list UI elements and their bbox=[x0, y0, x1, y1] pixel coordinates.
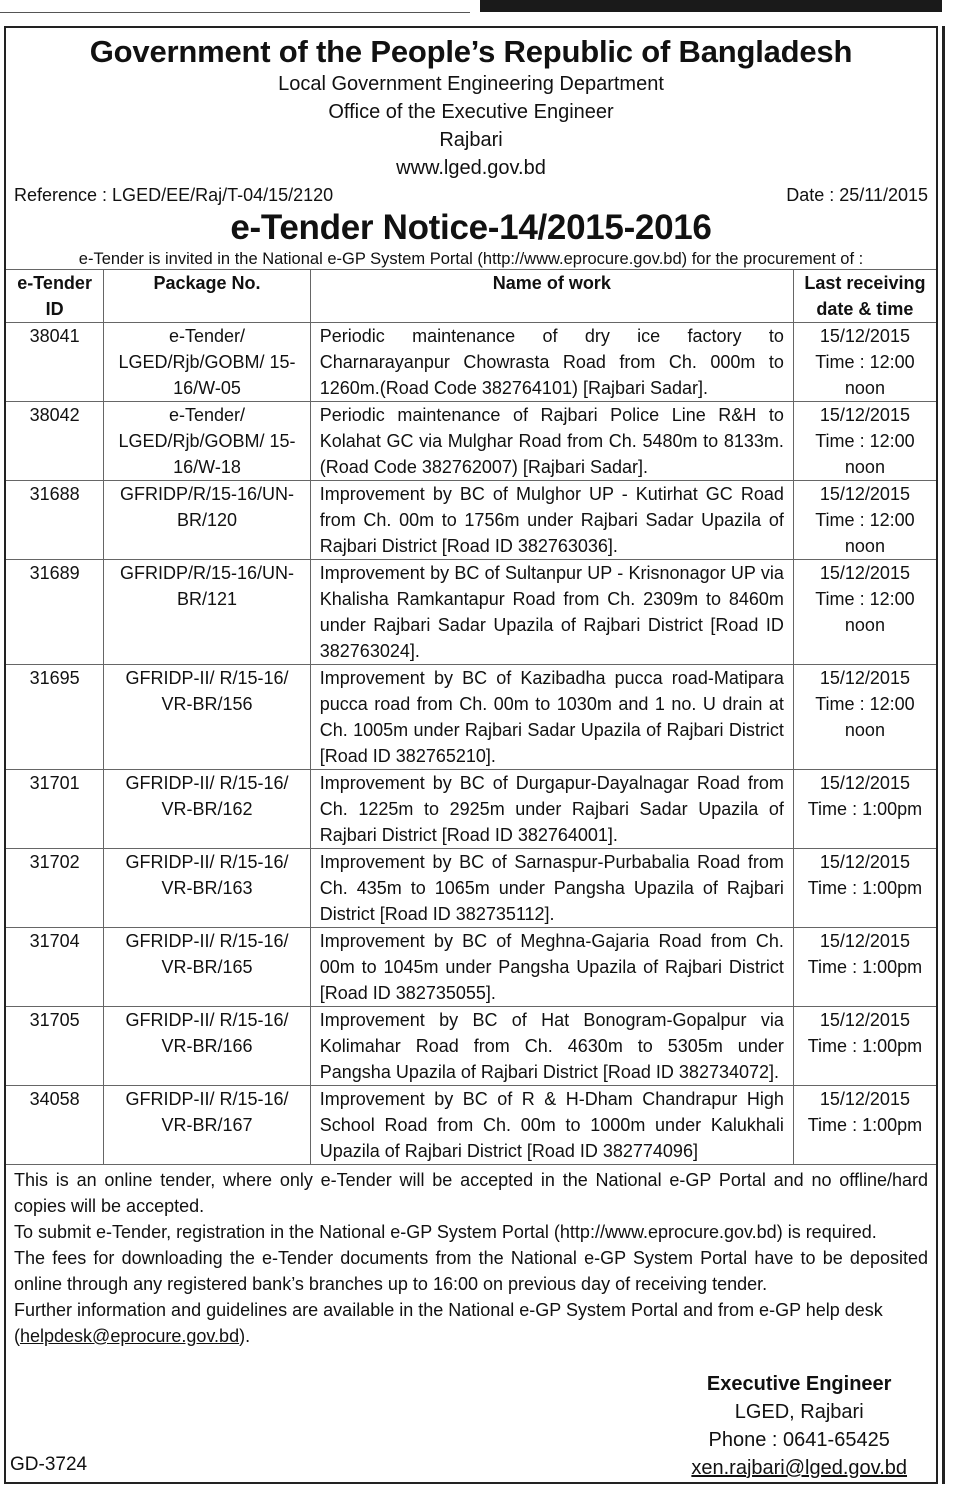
notice-title: e-Tender Notice-14/2015-2016 bbox=[230, 208, 712, 247]
tender-id-cell: 31705 bbox=[6, 1007, 104, 1086]
table-row bbox=[6, 665, 936, 770]
signature-email-link[interactable]: xen.rajbari@lged.gov.bd bbox=[691, 1457, 907, 1479]
deadline-time: Time : 12:00 noon bbox=[815, 431, 915, 477]
table-row bbox=[6, 323, 936, 402]
deadline-time: Time : 1:00pm bbox=[807, 1036, 923, 1056]
tender-table bbox=[6, 269, 936, 1165]
table-row bbox=[6, 402, 936, 481]
deadline-time: Time : 12:00 noon bbox=[815, 510, 915, 556]
tender-id-cell: 31701 bbox=[6, 770, 104, 849]
package-no-cell: GFRIDP/R/15-16/UN-BR/121 bbox=[104, 560, 311, 665]
package-no-cell: e-Tender/ LGED/Rjb/GOBM/ 15-16/W-18 bbox=[104, 402, 311, 481]
intro-text: e-Tender is invited in the National e-GP System Portal (http://www.eprocure.gov.bd) for the procurement of : bbox=[78, 250, 864, 268]
table-row bbox=[6, 1086, 936, 1165]
deadline-cell bbox=[793, 481, 936, 560]
top-rule bbox=[0, 0, 470, 13]
package-no-cell: e-Tender/ LGED/Rjb/GOBM/ 15-16/W-05 bbox=[104, 323, 311, 402]
footer-note-4 bbox=[14, 1297, 928, 1349]
deadline-cell bbox=[793, 665, 936, 770]
deadline-cell bbox=[793, 323, 936, 402]
signature-office: LGED, Rajbari bbox=[734, 1401, 864, 1423]
col-header-date: Last receiving date & time bbox=[793, 270, 936, 323]
deadline-time: Time : 12:00 noon bbox=[815, 589, 915, 635]
helpdesk-email-link[interactable]: helpdesk@eprocure.gov.bd bbox=[20, 1326, 240, 1346]
deadline-date: 15/12/2015 bbox=[819, 773, 910, 793]
tender-id-cell: 31689 bbox=[6, 560, 104, 665]
package-no-cell: GFRIDP-II/ R/15-16/ VR-BR/163 bbox=[104, 849, 311, 928]
website[interactable]: www.lged.gov.bd bbox=[396, 157, 546, 179]
deadline-cell bbox=[793, 402, 936, 481]
table-row bbox=[6, 481, 936, 560]
deadline-date: 15/12/2015 bbox=[819, 484, 910, 504]
deadline-date: 15/12/2015 bbox=[819, 326, 910, 346]
notice-frame bbox=[4, 26, 938, 1484]
package-no-cell: GFRIDP-II/ R/15-16/ VR-BR/162 bbox=[104, 770, 311, 849]
department-name: Local Government Engineering Department bbox=[278, 73, 664, 95]
table-row bbox=[6, 849, 936, 928]
table-header-row bbox=[6, 270, 936, 323]
deadline-cell bbox=[793, 928, 936, 1007]
deadline-time: Time : 1:00pm bbox=[807, 799, 923, 819]
work-name-cell: Improvement by BC of Sarnaspur-Purbabalia Road from Ch. 435m to 1065m under Pangsha Upazila of Rajbari District [Road ID 382735112]. bbox=[310, 849, 793, 928]
col-header-package: Package No. bbox=[104, 270, 311, 323]
footer-note-4-text: Further information and guidelines are available in the National e-GP System Portal and from e-GP help desk bbox=[14, 1300, 883, 1320]
tender-id-cell: 31704 bbox=[6, 928, 104, 1007]
district-name: Rajbari bbox=[439, 129, 503, 151]
deadline-date: 15/12/2015 bbox=[819, 563, 910, 583]
deadline-date: 15/12/2015 bbox=[819, 668, 910, 688]
footer-note-3: The fees for downloading the e-Tender documents from the National e-GP System Portal have to be deposited online through any registered bank’s branches up to 16:00 on previous day of receiving tender. bbox=[14, 1248, 928, 1294]
work-name-cell: Periodic maintenance of dry ice factory to Charnarayanpur Chowrasta Road from Ch. 000m to 1260m.(Road Code 382764101) [Rajbari Sadar]. bbox=[310, 323, 793, 402]
work-name-cell: Improvement by BC of Durgapur-Dayalnagar Road from Ch. 1225m to 2925m under Rajbari Sadar Upazila of Rajbari District [Road ID 382764001]. bbox=[310, 770, 793, 849]
package-no-cell: GFRIDP-II/ R/15-16/ VR-BR/156 bbox=[104, 665, 311, 770]
deadline-cell bbox=[793, 849, 936, 928]
top-black-bar bbox=[480, 0, 942, 12]
reference-number: Reference : LGED/EE/Raj/T-04/15/2120 bbox=[14, 185, 334, 205]
gd-number: GD-3724 bbox=[10, 1454, 88, 1475]
deadline-time: Time : 1:00pm bbox=[807, 878, 923, 898]
package-no-cell: GFRIDP-II/ R/15-16/ VR-BR/166 bbox=[104, 1007, 311, 1086]
deadline-time: Time : 1:00pm bbox=[807, 957, 923, 977]
helpdesk-close-paren: ). bbox=[239, 1326, 251, 1346]
deadline-time: Time : 12:00 noon bbox=[815, 694, 915, 740]
deadline-cell bbox=[793, 770, 936, 849]
office-name: Office of the Executive Engineer bbox=[328, 101, 614, 123]
tender-id-cell: 31702 bbox=[6, 849, 104, 928]
helpdesk-open-paren: ( bbox=[14, 1326, 20, 1346]
deadline-cell bbox=[793, 560, 936, 665]
tender-id-cell: 38042 bbox=[6, 402, 104, 481]
header bbox=[6, 34, 936, 182]
work-name-cell: Improvement by BC of Kazibadha pucca road-Matipara pucca road from Ch. 00m to 1030m and 1 no. U drain at Ch. 1005m under Rajbari Sadar Upazila of Rajbari District [Road ID 382765210]. bbox=[310, 665, 793, 770]
work-name-cell: Periodic maintenance of Rajbari Police Line R&H to Kolahat GC via Mulghar Road from Ch. 5480m to 8133m. (Road Code 382762007) [Rajbari Sadar]. bbox=[310, 402, 793, 481]
footer-note-2: To submit e-Tender, registration in the National e-GP System Portal (http://www.eprocure.gov.bd) is required. bbox=[14, 1222, 877, 1242]
table-row bbox=[6, 928, 936, 1007]
deadline-date: 15/12/2015 bbox=[819, 1089, 910, 1109]
work-name-cell: Improvement by BC of Hat Bonogram-Gopalpur via Kolimahar Road from Ch. 4630m to 5305m under Pangsha Upazila of Rajbari District [Road ID 382734072]. bbox=[310, 1007, 793, 1086]
deadline-time: Time : 12:00 noon bbox=[815, 352, 915, 398]
work-name-cell: Improvement by BC of R & H-Dham Chandrapur High School Road from Ch. 00m to 1000m under Kalukhali Upazila of Rajbari District [Road ID 382774096] bbox=[310, 1086, 793, 1165]
deadline-date: 15/12/2015 bbox=[819, 852, 910, 872]
deadline-date: 15/12/2015 bbox=[819, 405, 910, 425]
notice-date: Date : 25/11/2015 bbox=[786, 185, 928, 205]
table-row bbox=[6, 1007, 936, 1086]
work-name-cell: Improvement by BC of Mulghor UP - Kutirhat GC Road from Ch. 00m to 1756m under Rajbari Sadar Upazila of Rajbari District [Road ID 382763036]. bbox=[310, 481, 793, 560]
table-row bbox=[6, 560, 936, 665]
work-name-cell: Improvement by BC of Sultanpur UP - Krisnonagor UP via Khalisha Ramkantapur Road from Ch. 2309m to 8460m under Rajbari Sadar Upazila of Rajbari District [Road ID 382763024]. bbox=[310, 560, 793, 665]
package-no-cell: GFRIDP-II/ R/15-16/ VR-BR/167 bbox=[104, 1086, 311, 1165]
tender-id-cell: 34058 bbox=[6, 1086, 104, 1165]
tender-id-cell: 38041 bbox=[6, 323, 104, 402]
footer-notes bbox=[6, 1165, 936, 1349]
footer-note-1: This is an online tender, where only e-Tender will be accepted in the National e-GP Portal and no offline/hard copies will be accepted. bbox=[14, 1170, 928, 1216]
deadline-date: 15/12/2015 bbox=[819, 931, 910, 951]
deadline-cell bbox=[793, 1007, 936, 1086]
deadline-time: Time : 1:00pm bbox=[807, 1115, 923, 1135]
col-header-work: Name of work bbox=[310, 270, 793, 323]
package-no-cell: GFRIDP/R/15-16/UN-BR/120 bbox=[104, 481, 311, 560]
government-title: Government of the People’s Republic of Bangladesh bbox=[89, 34, 853, 69]
tender-id-cell: 31695 bbox=[6, 665, 104, 770]
reference-row bbox=[6, 184, 936, 206]
deadline-date: 15/12/2015 bbox=[819, 1010, 910, 1030]
signature-phone: Phone : 0641-65425 bbox=[708, 1429, 890, 1451]
signature-block bbox=[691, 1370, 907, 1482]
frame-right-border bbox=[942, 26, 945, 1484]
col-header-id: e-Tender ID bbox=[6, 270, 104, 323]
signature-title: Executive Engineer bbox=[706, 1373, 892, 1395]
package-no-cell: GFRIDP-II/ R/15-16/ VR-BR/165 bbox=[104, 928, 311, 1007]
table-row bbox=[6, 770, 936, 849]
deadline-cell bbox=[793, 1086, 936, 1165]
tender-id-cell: 31688 bbox=[6, 481, 104, 560]
work-name-cell: Improvement by BC of Meghna-Gajaria Road from Ch. 00m to 1045m under Pangsha Upazila of Rajbari District [Road ID 382735055]. bbox=[310, 928, 793, 1007]
